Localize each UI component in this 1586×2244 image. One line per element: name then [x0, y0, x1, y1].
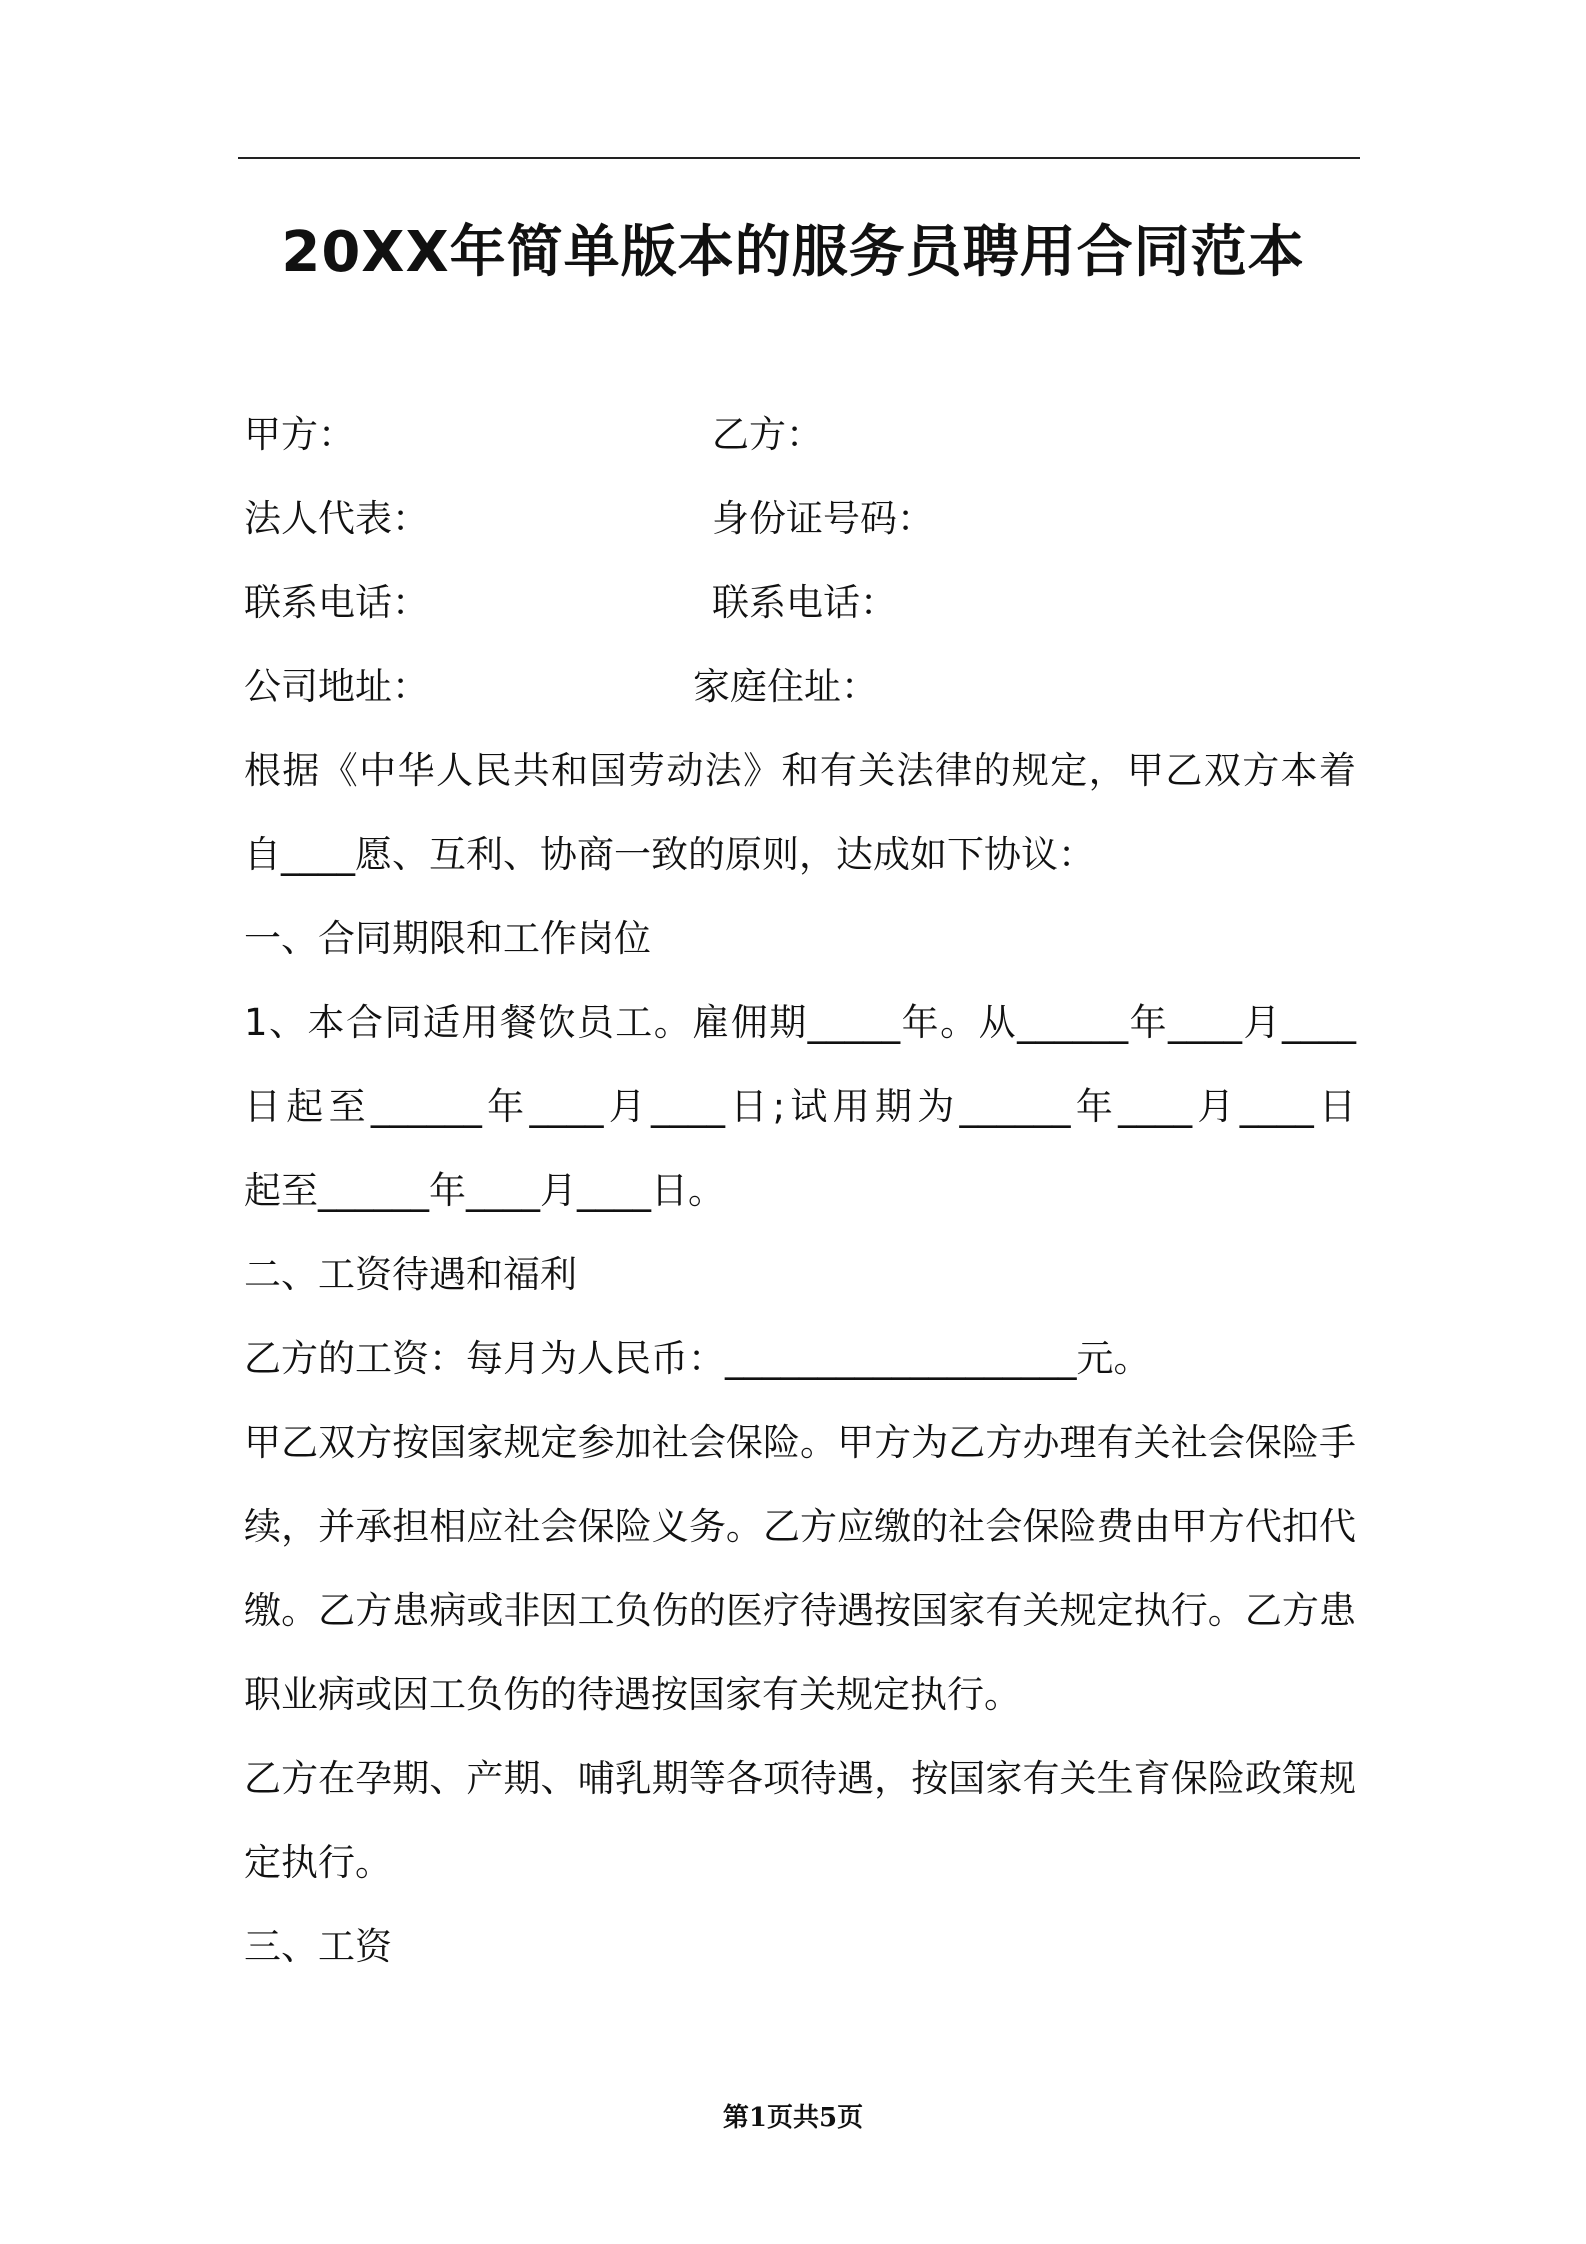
section-heading-salary-and-benefits: 二、工资待遇和福利: [244, 1253, 577, 1296]
section-heading-term-and-position: 一、合同期限和工作岗位: [244, 917, 651, 960]
party-a-label: 甲方：: [244, 413, 355, 456]
party-b-label: 乙方：: [712, 413, 823, 456]
insurance-paragraph-line: 缴。乙方患病或非因工负伤的医疗待遇按国家有关规定执行。乙方患: [244, 1589, 1356, 1632]
term-clause-line: 1、本合同适用餐饮员工。雇佣期_____年。从______年____月____: [244, 1001, 1356, 1044]
maternity-paragraph-line: 定执行。: [244, 1841, 392, 1884]
salary-line: 乙方的工资：每月为人民币：___________________元。: [244, 1337, 1151, 1380]
page-indicator: 第1页共5页: [722, 2103, 864, 2133]
party-b-phone-label: 联系电话：: [712, 581, 897, 624]
section-heading-wages: 三、工资: [244, 1925, 392, 1968]
company-address-label: 公司地址：: [244, 665, 429, 708]
intro-line: 根据《中华人民共和国劳动法》和有关法律的规定，甲乙双方本着: [244, 749, 1356, 792]
document-title: 20XX年简单版本的服务员聘用合同范本: [281, 220, 1305, 285]
insurance-paragraph-line: 甲乙双方按国家规定参加社会保险。甲方为乙方办理有关社会保险手: [244, 1421, 1356, 1464]
term-clause-line: 日起至______年____月____日;试用期为______年____月____日: [244, 1085, 1356, 1128]
insurance-paragraph-line: 职业病或因工负伤的待遇按国家有关规定执行。: [244, 1673, 1021, 1716]
home-address-label: 家庭住址：: [693, 665, 878, 708]
party-a-phone-label: 联系电话：: [244, 581, 429, 624]
maternity-paragraph-line: 乙方在孕期、产期、哺乳期等各项待遇，按国家有关生育保险政策规: [244, 1757, 1356, 1800]
header-rule: [238, 157, 1360, 159]
legal-representative-label: 法人代表：: [244, 497, 429, 540]
intro-line: 自____愿、互利、协商一致的原则，达成如下协议：: [244, 833, 1095, 876]
id-number-label: 身份证号码：: [712, 497, 934, 540]
insurance-paragraph-line: 续，并承担相应社会保险义务。乙方应缴的社会保险费由甲方代扣代: [244, 1505, 1356, 1548]
term-clause-line: 起至______年____月____日。: [244, 1169, 725, 1212]
